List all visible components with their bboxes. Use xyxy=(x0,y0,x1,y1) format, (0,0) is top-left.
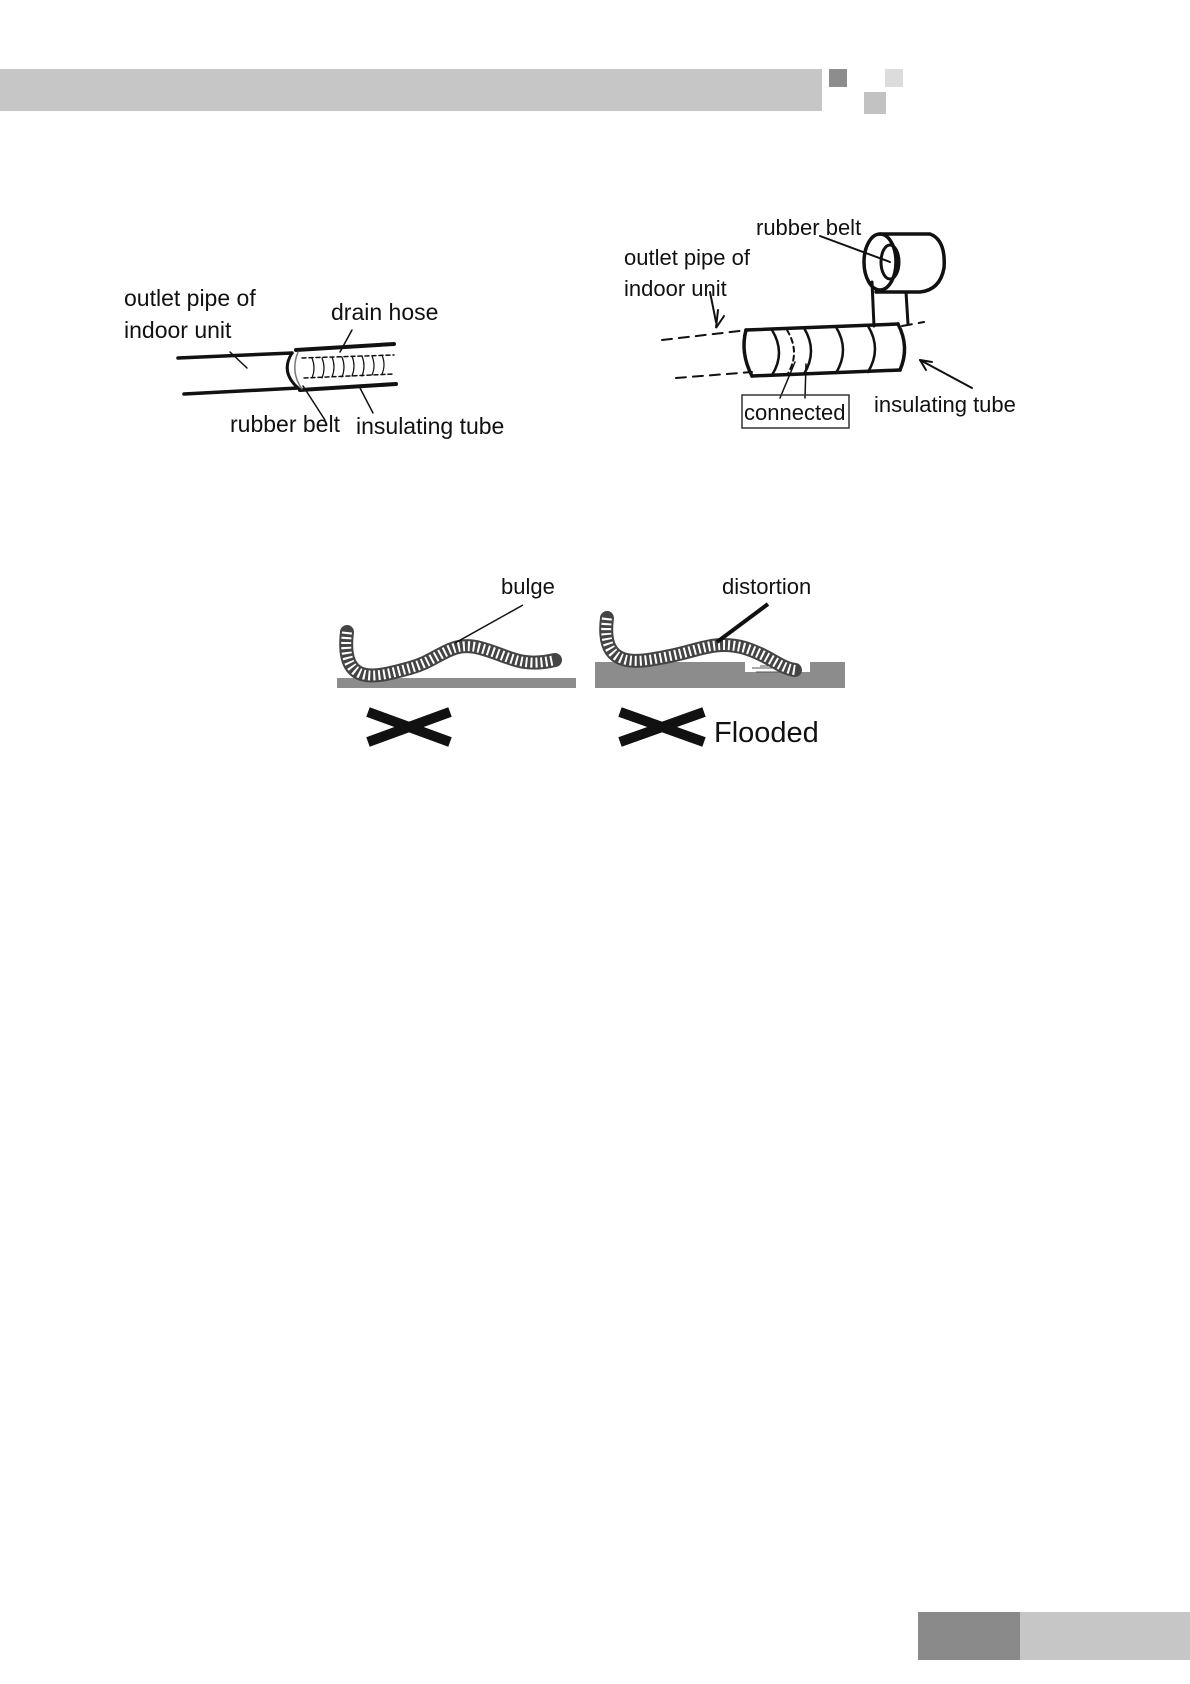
flooded-label: Flooded xyxy=(714,717,819,749)
rubber-belt-label: rubber belt xyxy=(756,215,862,240)
insulating-tube-label: insulating tube xyxy=(874,392,1016,417)
wrong-mark-icon xyxy=(368,712,450,742)
distortion-label: distortion xyxy=(722,574,812,599)
insulating-tube-label: insulating tube xyxy=(356,413,505,439)
footer-bar-light xyxy=(1020,1612,1190,1660)
wrong-mark-icon xyxy=(620,712,704,742)
outlet-pipe-label-line1: outlet pipe of xyxy=(624,245,750,270)
drain-hose-label: drain hose xyxy=(331,299,439,325)
footer-bar-dark xyxy=(918,1612,1020,1660)
outlet-pipe-label-line2: indoor unit xyxy=(624,276,727,301)
outlet-pipe-label-line1: outlet pipe of xyxy=(124,285,256,311)
bulge-label: bulge xyxy=(501,574,555,599)
rubber-belt-label: rubber belt xyxy=(230,411,340,437)
connected-label: connected xyxy=(744,400,846,425)
outlet-pipe-label-line2: indoor unit xyxy=(124,317,232,343)
